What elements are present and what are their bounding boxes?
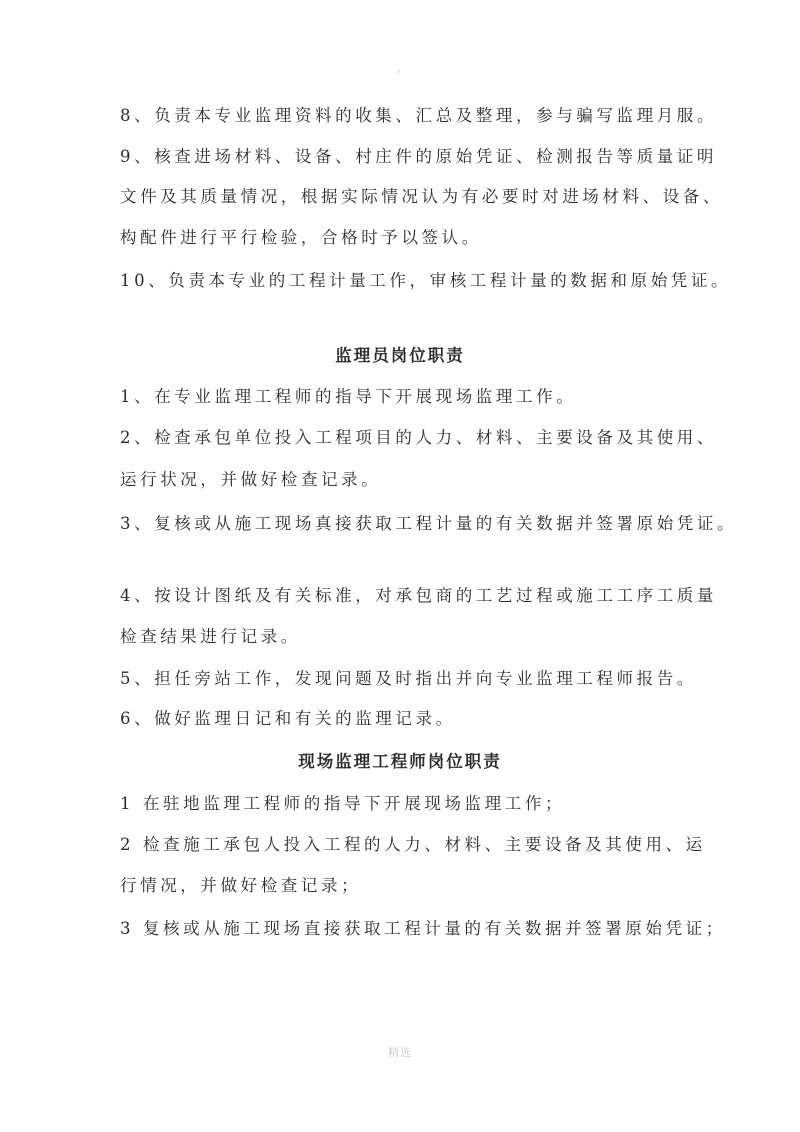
paragraph-line: 1、在专业监理工程师的指导下开展现场监理工作。 — [120, 387, 577, 406]
paragraph-line: 3 复核或从施工现场直接获取工程计量的有关数据并签署原始凭证； — [120, 919, 726, 938]
paragraph-line: 6、做好监理日记和有关的监理记录。 — [120, 709, 456, 728]
section-heading: 监理员岗位职责 — [335, 346, 465, 365]
paragraph-line: 2 检查施工承包人投入工程的人力、材料、主要设备及其使用、运 — [120, 835, 706, 854]
paragraph-line: 5、担任旁站工作，发现问题及时指出并向专业监理工程师报告。 — [120, 669, 697, 688]
paragraph-line: 10、负责本专业的工程计量工作，审核工程计量的数据和原始凭证。 — [120, 271, 732, 290]
paragraph-line: 8、负责本专业监理资料的收集、汇总及整理，参与骗写监理月服。 — [120, 106, 717, 125]
page-mark — [397, 70, 400, 73]
paragraph-line: 3、复核或从施工现场真接获取工程计量的有关数据并签署原始凭证。 — [120, 514, 738, 533]
paragraph-line: 文件及其质量情况，根据实际情况认为有必要时对进场材料、设备、 — [120, 187, 723, 206]
paragraph-line: 检查结果进行记录。 — [120, 627, 301, 646]
paragraph-line: 构配件进行平行检验，合格时予以签认。 — [120, 228, 482, 247]
paragraph-line: 行情况，并做好检查记录； — [120, 876, 362, 895]
page-footer: 精选 — [388, 1046, 412, 1059]
paragraph-line: 4、按设计图纸及有关标准，对承包商的工艺过程或施工工序工质量 — [120, 586, 717, 605]
paragraph-line: 2、检查承包单位投入工程项目的人力、材料、主要设备及其使用、 — [120, 428, 717, 447]
paragraph-line: 运行状况，并做好检查记录。 — [120, 470, 382, 489]
paragraph-line: 9、核查进场材料、设备、村庄件的原始凭证、检测报告等质量证明 — [120, 147, 717, 166]
paragraph-line: 1 在驻地监理工程师的指导下开展现场监理工作； — [120, 794, 566, 813]
section-heading: 现场监理工程师岗位职责 — [298, 752, 502, 771]
